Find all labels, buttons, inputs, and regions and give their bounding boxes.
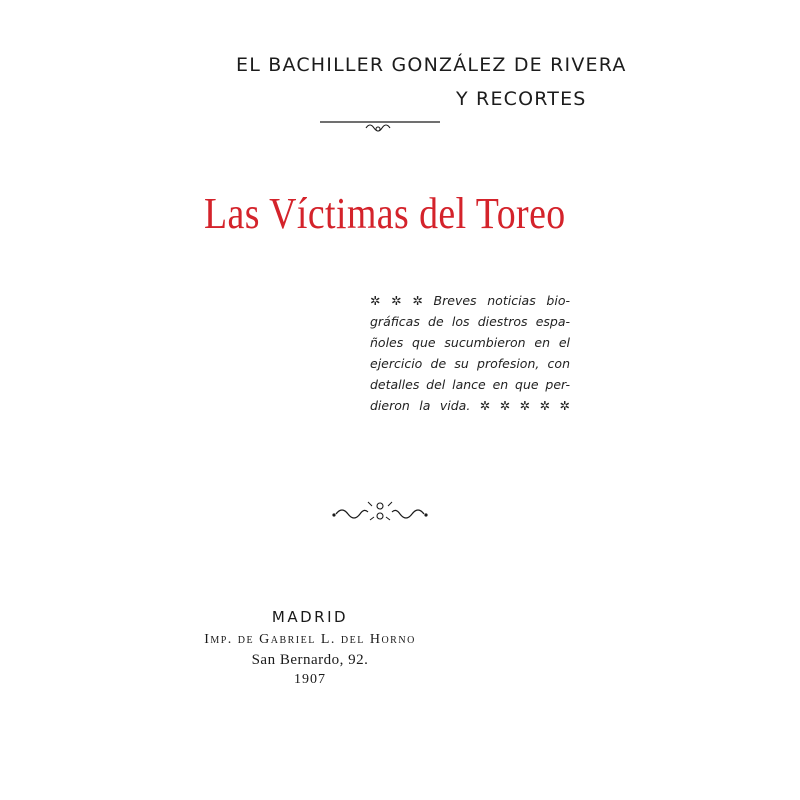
description-line: ejercicio de su profesion, con: [370, 356, 570, 371]
rule-ornament-icon: [320, 116, 442, 138]
description-line: ✲ ✲ ✲ Breves noticias bio-: [370, 293, 570, 308]
imprint-city: MADRID: [271, 608, 349, 626]
description-line: dieron la vida. ✲ ✲ ✲ ✲ ✲: [370, 398, 570, 413]
description-block: [370, 290, 570, 416]
subtitle-line: Y RECORTES: [456, 88, 587, 110]
author-line: EL BACHILLER GONZÁLEZ DE RIVERA: [236, 54, 627, 76]
fleuron-ornament-icon: [330, 494, 430, 528]
book-title: Las Víctimas del Toreo: [204, 189, 566, 238]
description-line: detalles del lance en que per-: [370, 377, 570, 392]
imprint-year: 1907: [294, 672, 326, 687]
description-line: gráficas de los diestros espa-: [370, 314, 570, 329]
imprint-printer: Imp. de Gabriel L. del Horno: [204, 632, 416, 647]
imprint-address: San Bernardo, 92.: [251, 652, 369, 668]
description-line: ñoles que sucumbieron en el: [370, 335, 570, 350]
